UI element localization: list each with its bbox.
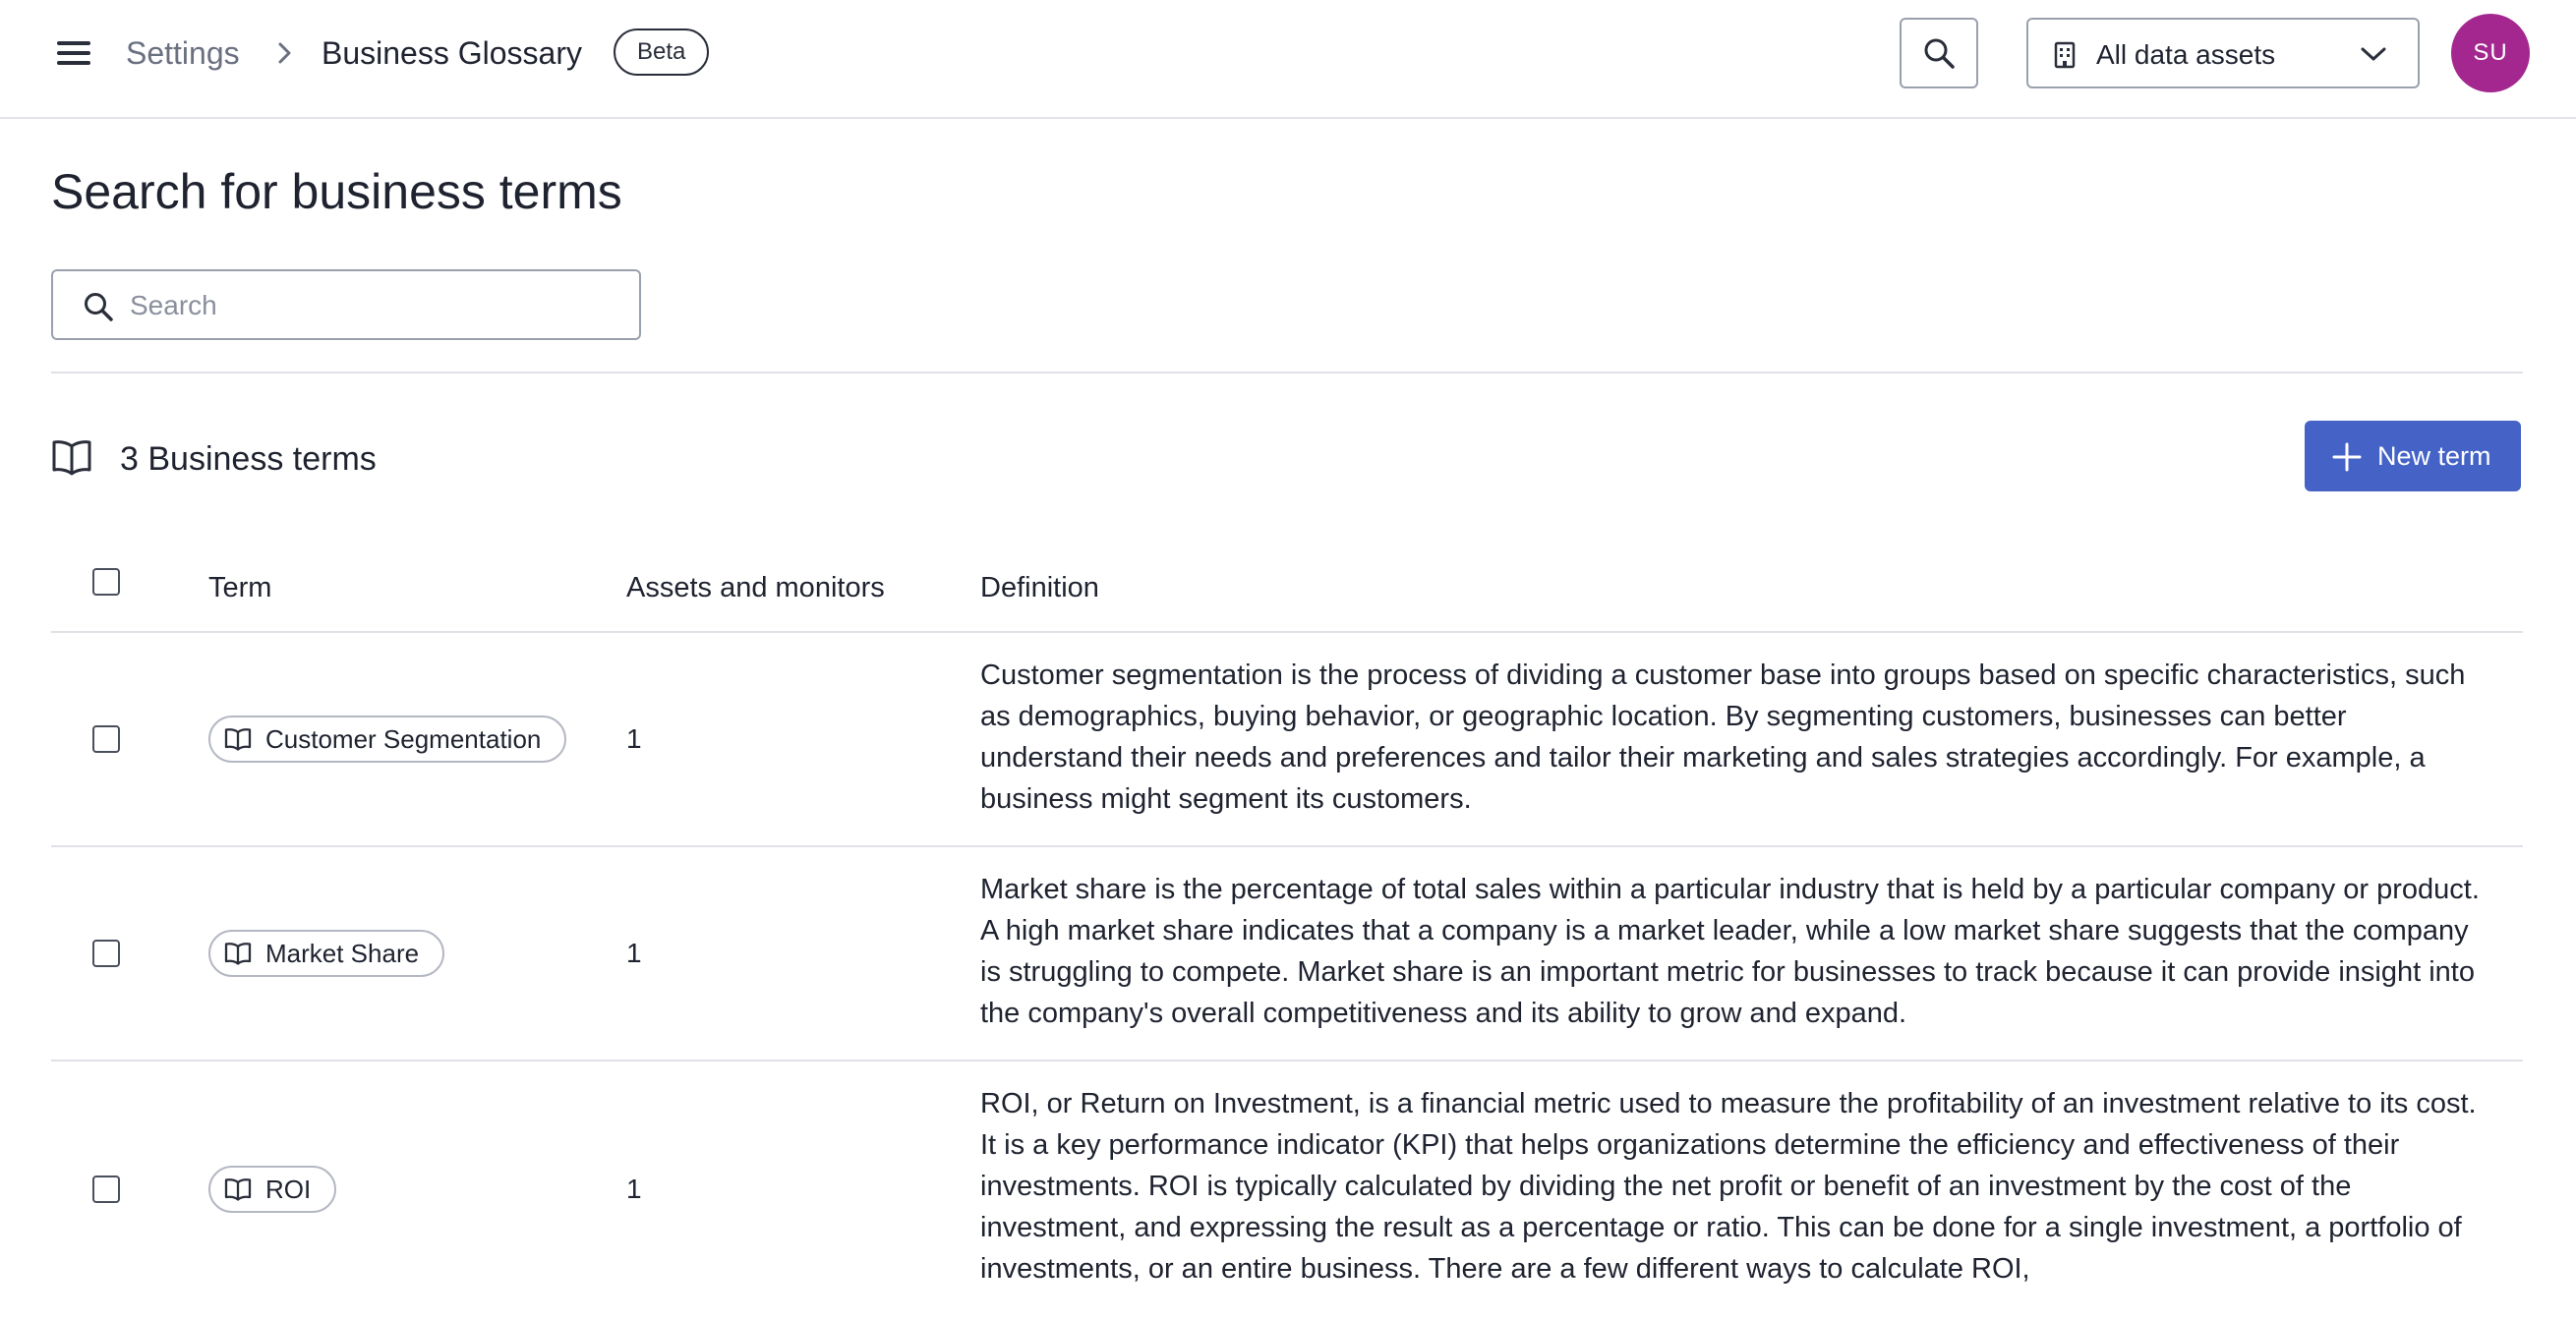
term-name: ROI xyxy=(265,1175,312,1204)
row-checkbox[interactable] xyxy=(92,725,120,753)
row-checkbox[interactable] xyxy=(92,1176,120,1203)
row-checkbox[interactable] xyxy=(92,940,120,967)
top-bar xyxy=(0,0,2576,119)
terms-table xyxy=(51,546,2523,1317)
chevron-down-icon xyxy=(2359,43,2388,65)
search-icon xyxy=(1922,36,1956,70)
new-term-button[interactable] xyxy=(2305,421,2521,491)
book-icon xyxy=(224,942,252,965)
menu-icon[interactable] xyxy=(57,37,90,67)
table-row[interactable] xyxy=(51,633,2523,847)
data-assets-select[interactable] xyxy=(2026,18,2420,88)
breadcrumb-current: Business Glossary xyxy=(322,35,582,71)
user-avatar[interactable] xyxy=(2451,14,2530,92)
term-search-box[interactable] xyxy=(51,269,641,340)
table-row[interactable] xyxy=(51,1061,2523,1317)
page-title: Search for business terms xyxy=(51,164,622,219)
book-icon xyxy=(224,727,252,751)
new-term-label: New term xyxy=(2377,441,2491,471)
column-header-term[interactable]: Term xyxy=(208,572,272,603)
term-name: Market Share xyxy=(265,939,420,968)
column-header-assets[interactable]: Assets and monitors xyxy=(626,572,885,603)
term-definition: ROI, or Return on Investment, is a financial metric used to measure the profitability of an investment relative to its cost. It is a key performance indicator (KPI) that helps organizations determine the efficiency and effectiveness of their investments. ROI is typically calculated by dividing the net profit or benefit of an investment by the cost of the investment, and expressing the result as a percentage or ratio. This can be done for a single investment, a portfolio of investments, or an entire business. There are a few different ways to calculate ROI, xyxy=(980,1088,2477,1285)
chevron-right-icon xyxy=(271,39,297,67)
search-input[interactable] xyxy=(130,281,621,330)
assets-count: 1 xyxy=(626,723,642,754)
term-definition: Customer segmentation is the process of dividing a customer base into groups based on specific characteristics, such as demographics, buying behavior, or geographic location. By segmenting customers, businesses can better understand their needs and preferences and tailor their marketing and sales strategies accordingly. For example, a business might segment its customers. xyxy=(980,660,2466,815)
avatar-initials: SU xyxy=(2473,39,2508,66)
search-icon xyxy=(83,291,114,322)
section-divider xyxy=(51,372,2523,373)
terms-count: 3 Business terms xyxy=(120,440,377,478)
select-all-checkbox[interactable] xyxy=(92,568,120,596)
term-chip[interactable] xyxy=(208,1166,336,1213)
assets-count: 1 xyxy=(626,938,642,968)
beta-badge: Beta xyxy=(614,29,709,76)
plus-icon xyxy=(2332,442,2362,472)
table-row[interactable] xyxy=(51,847,2523,1061)
term-chip[interactable] xyxy=(208,716,566,763)
term-name: Customer Segmentation xyxy=(265,724,542,754)
term-definition: Market share is the percentage of total sales within a particular industry that is held by a particular company or product. A high market share indicates that a company is a market leader, while a low market share suggests that the company is struggling to compete. Market share is an important metric for businesses to track because it can provide insight into the company's overall competitiveness and its ability to grow and expand. xyxy=(980,874,2480,1029)
column-header-definition[interactable]: Definition xyxy=(980,572,1099,603)
global-search-button[interactable] xyxy=(1900,18,1978,88)
table-header xyxy=(51,546,2523,633)
book-icon xyxy=(224,1177,252,1201)
building-icon xyxy=(2054,41,2076,69)
term-chip[interactable] xyxy=(208,930,444,977)
book-icon xyxy=(51,438,92,476)
assets-count: 1 xyxy=(626,1174,642,1204)
data-assets-label: All data assets xyxy=(2096,39,2276,70)
breadcrumb-settings[interactable]: Settings xyxy=(126,35,240,71)
